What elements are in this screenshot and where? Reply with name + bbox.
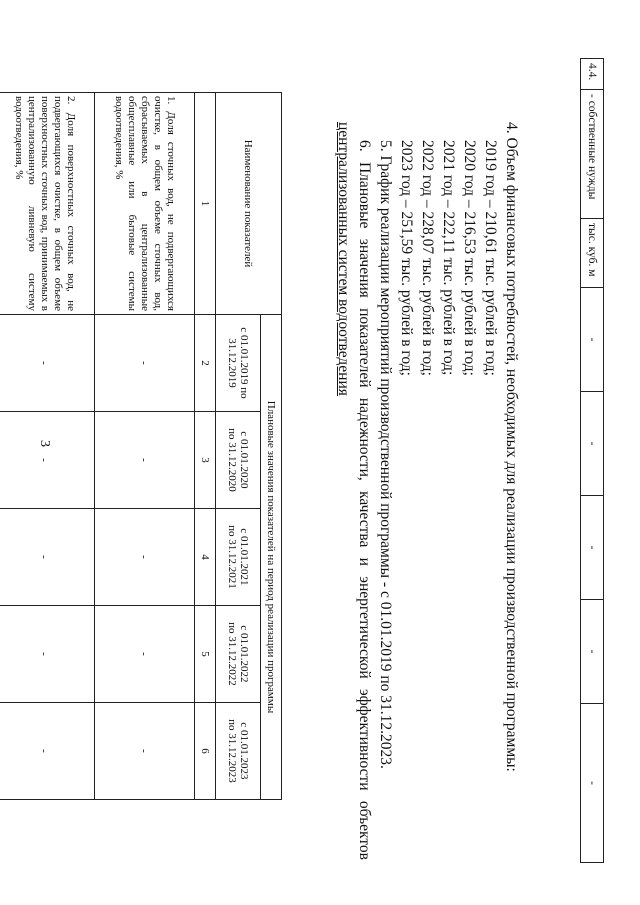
row-value: - [581, 704, 604, 863]
row-value: - [581, 496, 604, 600]
section4-title: 4. Объем финансовых потребностей, необходимых для реализации производственной программы: [503, 122, 520, 772]
year-line: 2019 год – 210,61 тыс. рублей в год; [482, 140, 499, 376]
year-line: 2021 год – 222,11 тыс. рублей в год; [440, 140, 457, 376]
header-group: Плановые значения показателей на период реализации программы [261, 315, 282, 800]
period-header: с 01.01.2019 по 31.12.2019 [216, 315, 261, 412]
row-number: 4.4. [581, 59, 604, 90]
year-line: 2022 год – 228,07 тыс. рублей в год; [419, 140, 436, 376]
indicator-value: - [0, 315, 95, 412]
row-value: - [581, 392, 604, 496]
col-number: 6 [195, 703, 216, 800]
indicator-value: - [95, 315, 195, 412]
year-line: 2020 год – 216,53 тыс. рублей в год; [461, 140, 478, 376]
page-number: 3 [37, 440, 52, 447]
row-name: - собственные нужды [581, 90, 604, 219]
row-value: - [581, 288, 604, 392]
col-number: 2 [195, 315, 216, 412]
period-header: с 01.01.2023 по 31.12.2023 [216, 703, 261, 800]
indicator-value: - [95, 412, 195, 509]
col-number: 4 [195, 509, 216, 606]
section5-text: 5. График реализации мероприятий производственной программы - с 01.01.2019 по 31.12.2023. [377, 140, 394, 769]
year-line: 2023 год – 251,59 тыс. рублей в год; [398, 140, 415, 376]
column-number-row [195, 93, 216, 800]
table-header-row [261, 93, 282, 800]
col-number: 5 [195, 606, 216, 703]
indicator-name: 2. Доля поверхностных сточных вод, не подвергающихся очистке, в общем объеме поверхностных сточных вод, принимаемых в централизованную ливневую систему водоотведения, % [0, 93, 95, 315]
indicators-table [0, 92, 282, 800]
period-header: с 01.01.2021 по 31.12.2021 [216, 509, 261, 606]
indicator-value: - [95, 606, 195, 703]
section6-line1: 6. Плановые значения показателей надежности, качества и энергетической эффективности объектов [356, 140, 373, 860]
table-row [95, 93, 195, 800]
row-value: - [581, 600, 604, 704]
indicator-value: - [95, 509, 195, 606]
indicator-value: - [95, 703, 195, 800]
period-header: с 01.01.2020 по 31.12.2020 [216, 412, 261, 509]
col-number: 1 [195, 93, 216, 315]
indicator-name: 1. Доля сточных вод, не подвергающихся очистке, в общем объеме сточных вод, сбрасываемых в централизованные общесплавные или бытовые системы водоотведения, % [95, 93, 195, 315]
header-name: Наименование показателей [216, 93, 282, 315]
top-table [580, 58, 604, 863]
table-row [581, 59, 604, 863]
row-unit: тыс. куб. м [581, 219, 604, 288]
indicator-value: - [0, 703, 95, 800]
col-number: 3 [195, 412, 216, 509]
period-header: с 01.01.2022 по 31.12.2022 [216, 606, 261, 703]
table-row [0, 93, 95, 800]
indicator-value: - [0, 606, 95, 703]
section6-line2: централизованных систем водоотведения [335, 122, 352, 396]
indicator-value: - [0, 509, 95, 606]
indicator-value: - [0, 412, 95, 509]
